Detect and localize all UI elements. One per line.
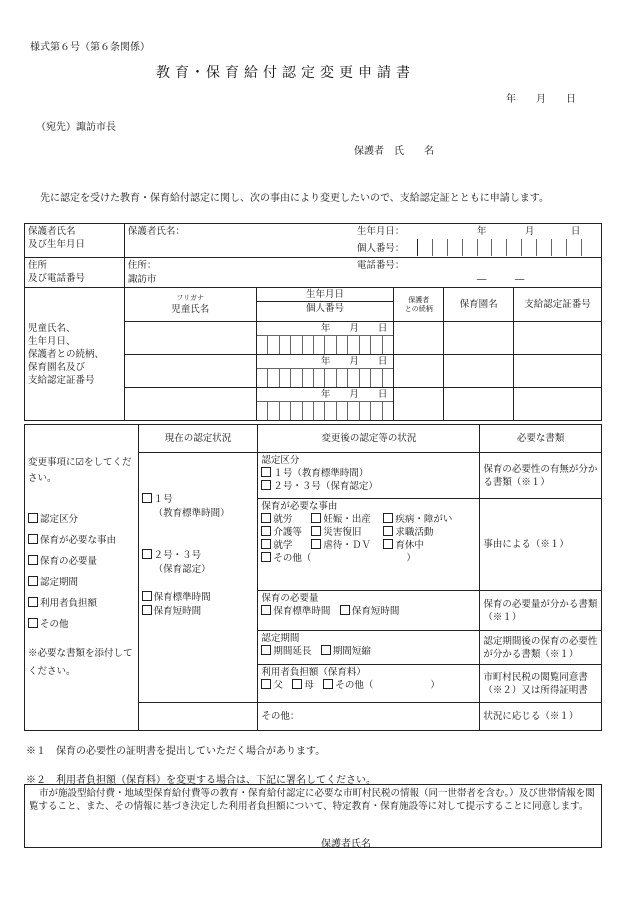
child-ymd: 年 月 日 [257, 388, 394, 402]
col-nursery: 保育園名 [444, 288, 514, 322]
after-period[interactable]: 認定期間 期間延長 期間短縮 [258, 631, 480, 665]
consent-box [24, 784, 602, 848]
guardian-name-label: 保護者氏名： [127, 226, 185, 237]
change-instruction: 変更事項に☑をしてください。 [28, 457, 132, 484]
cur-type23[interactable]: ２号・３号 [142, 549, 255, 563]
current-status-cell [138, 453, 258, 703]
after-reason[interactable]: 保育が必要な事由 就労 妊娠・出産 疾病・障がい 介護等 災害復旧 求職活動 就学 虐待・ＤＶ 育休中 その他（ ） [258, 499, 480, 591]
item-amount[interactable]: 保育の必要量 [28, 551, 135, 572]
r2-other: その他（ ） [273, 553, 416, 564]
r2-doc: 事由による（※１） [480, 499, 602, 591]
r1-doc: 保育の必要性の有無が分かる書類（※１） [480, 453, 602, 499]
child-ymd: 年 月 日 [257, 355, 394, 369]
item-period[interactable]: 認定期間 [28, 572, 135, 593]
cur-short[interactable]: 保育短時間 [142, 605, 255, 619]
col-cert: 支給認定証番号 [514, 288, 602, 322]
note-2: ※２ 利用者負担額（保育料）を変更する場合は、下記に署名してください。 [26, 775, 376, 786]
r3-title: 保育の必要量 [261, 593, 319, 604]
guardian-label: 保護者氏名 及び生年月日 [25, 224, 125, 258]
birth-label: 生年月日： [356, 226, 405, 237]
day-label: 日 [570, 226, 581, 237]
r2-title: 保育が必要な事由 [261, 501, 338, 512]
item-category[interactable]: 認定区分 [28, 509, 135, 530]
address-label: 住所 及び電話番号 [25, 258, 125, 288]
cur-type1-sub: （教育標準時間） [153, 508, 230, 519]
month-label: 月 [524, 226, 535, 237]
after-fee[interactable]: 利用者負担額（保育料） 父 母 その他（ ） [258, 665, 480, 703]
tel-dash: ― ― [476, 274, 525, 285]
address-field-label: 住所： [127, 260, 157, 271]
r4-doc: 認定期間後の保育の必要性が分かる書類（※１） [480, 631, 602, 665]
birth-id-header [256, 288, 394, 322]
r3-doc: 保育の必要量が分かる書類（※１） [480, 591, 602, 631]
child-name-label: 児童氏名 [171, 303, 210, 315]
guardian-cell[interactable] [124, 224, 601, 258]
year-label: 年 [476, 226, 487, 237]
intro-text: 先に認定を受けた教育・保育給付認定に関し、次の事由により変更したいので、支給認定証とともに申請します。 [40, 193, 549, 204]
col-id: 個人番号 [305, 303, 344, 314]
header-docs: 必要な書類 [480, 425, 602, 453]
id-label: 個人番号： [356, 243, 405, 254]
r4-title: 認定期間 [261, 633, 300, 644]
city-text: 諏訪市 [127, 274, 157, 285]
attach-note: ※必要な書類を添付してください。 [28, 648, 133, 677]
address-cell[interactable] [124, 258, 601, 288]
note-1: ※１ 保育の必要性の証明書を提出していただく場合があります。 [26, 746, 326, 757]
ruby-label: フリガナ [176, 293, 205, 302]
addressee: （宛先）諏訪市長 [36, 122, 116, 133]
form-title: 教育･保育給付認定変更申請書 [156, 65, 415, 81]
header-after: 変更後の認定等の状況 [258, 425, 480, 453]
guardian-name-line[interactable]: 保護者 氏 名 [354, 146, 434, 157]
r6-title[interactable]: その他： [258, 703, 480, 731]
header-current: 現在の認定状況 [138, 425, 258, 453]
item-reason[interactable]: 保育が必要な事由 [28, 530, 135, 551]
applicant-table [24, 223, 602, 421]
cur-type23-sub: （保育認定） [153, 564, 211, 575]
tel-label: 電話番号： [356, 260, 405, 271]
cur-type1[interactable]: １号 [142, 493, 255, 507]
form-number: 様式第６号（第６条関係） [30, 42, 150, 53]
date-line[interactable]: 年 月 日 [506, 94, 576, 105]
child-ymd: 年 月 日 [257, 322, 394, 336]
r1-title: 認定区分 [261, 455, 300, 466]
id-digit-boxes[interactable] [417, 239, 596, 256]
child-name-header [124, 288, 256, 322]
consent-text: 市が施設型給付費・地域型保育給付費等の教育・保育給付認定に必要な市町村民税の情報（同一世帯者を含む。）及び世帯情報を閲覧すること、また、その情報に基づき決定した利用者負担額について、特定教育・保育施設等に対して提示することに同意します。 [29, 788, 595, 812]
r1-a: １号（教育標準時間） [273, 468, 369, 479]
change-items-cell [25, 425, 139, 731]
consent-signature[interactable]: 保護者氏名 [321, 839, 371, 850]
item-other[interactable]: その他 [28, 614, 135, 635]
r5-doc: 市町村民税の閲覧同意書（※２）又は所得証明書 [480, 665, 602, 703]
r1-b: ２号・３号（保育認定） [273, 481, 378, 492]
r6-doc: 状況に応じる（※１） [480, 703, 602, 731]
cur-standard[interactable]: 保育標準時間 [142, 591, 255, 605]
after-amount[interactable]: 保育の必要量 保育標準時間 保育短時間 [258, 591, 480, 631]
children-label: 児童氏名、 生年月日、 保護者との続柄、 保育園名及び 支給認定証番号 [25, 288, 125, 421]
col-birth: 生年月日 [257, 288, 394, 302]
col-relationship: 保護者 との続柄 [394, 288, 444, 322]
r5-title: 利用者負担額（保育料） [261, 667, 366, 678]
change-table [24, 424, 602, 731]
item-fee[interactable]: 利用者負担額 [28, 593, 135, 614]
after-category[interactable] [258, 453, 480, 499]
